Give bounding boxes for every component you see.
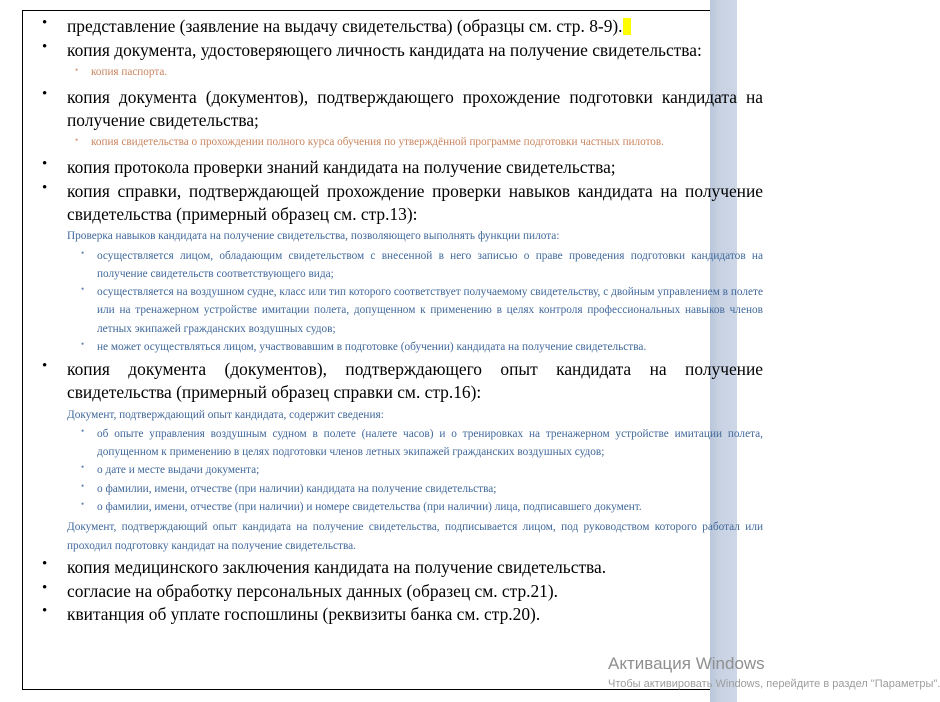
sub-bullet-text: осуществляется на воздушном судне, класс или тип которого соответствует получаемому свидетельству, с двойным управлением в полете или на тренажерном устройстве имитации полета, допущенном к применению в целях контроля профессиональных навыков членов летных экипажей гражданских воздушных судов;	[97, 286, 763, 335]
sub-bullet-text: не может осуществляться лицом, участвовавшим в подготовке (обучении) кандидата на получение свидетельства.	[97, 341, 647, 353]
bullet-text: • согласие на обработку персональных данных (образец см. стр.21).	[67, 580, 559, 601]
sub-bullet-text: копия паспорта.	[91, 66, 168, 79]
sublist-training-document	[23, 134, 763, 152]
list-item-skills-check-b[interactable]	[23, 283, 763, 338]
bullet-text: • копия справки, подтверждающей прохождение проверки навыков кандидата на получение свидетельства (примерный образец см. стр.13):	[67, 180, 763, 224]
list-item-experience-document[interactable]	[23, 358, 763, 403]
list-item-experience-c[interactable]	[23, 480, 763, 498]
bullet-text: • квитанция об уплате госпошлины (реквизиты банка см. стр.20).	[67, 604, 541, 625]
list-item-passport-copy[interactable]	[23, 64, 763, 82]
bullet-text: • копия протокола проверки знаний кандидата на получение свидетельства;	[67, 157, 616, 178]
list-item-knowledge-protocol[interactable]	[23, 156, 763, 179]
bullet-text: • представление (заявление на выдачу свидетельства) (образцы см. стр. 8-9).	[67, 15, 763, 38]
slide-content	[23, 11, 763, 626]
bullet-text: • копия документа, удостоверяющего личность кандидата на получение свидетельства:	[67, 39, 702, 60]
sublist-identity-document	[23, 64, 763, 82]
watermark-title: Активация Windows	[608, 654, 765, 673]
list-item-medical-certificate[interactable]	[23, 556, 763, 579]
note-skills-check-intro: Проверка навыков кандидата на получение свидетельства, позволяющего выполнять функции пилота:	[67, 230, 560, 243]
list-item-skills-check-c[interactable]	[23, 338, 763, 356]
list-item-training-certificate-copy[interactable]	[23, 134, 763, 152]
note-experience-signature: Документ, подтверждающий опыт кандидата на получение свидетельства, подписывается лицом, под руководством которого работал или проходил подготовку кандидат на получение свидетельства.	[67, 521, 763, 552]
sub-bullet-text: копия свидетельства о прохождении полного курса обучения по утверждённой программе подготовки частных пилотов.	[91, 136, 664, 149]
sub-bullet-text: о фамилии, имени, отчестве (при наличии) и номере свидетельства (при наличии) лица, подписавшего документ.	[97, 501, 642, 514]
list-item-state-duty-receipt[interactable]	[23, 603, 763, 626]
requirements-list	[23, 15, 763, 61]
requirements-list-continued-2	[23, 156, 763, 225]
sub-bullet-text: о дате и месте выдачи документа;	[97, 464, 260, 477]
list-item-representation[interactable]	[23, 15, 763, 38]
list-item-personal-data-consent[interactable]	[23, 580, 763, 603]
list-item-experience-b[interactable]	[23, 461, 763, 479]
bullet-text: • копия документа (документов), подтверждающего опыт кандидата на получение свидетельства (примерный образец справки см. стр.16):	[67, 359, 763, 402]
list-item-training-document[interactable]	[23, 86, 763, 131]
list-item-identity-document[interactable]	[23, 39, 763, 62]
requirements-list-continued-3	[23, 358, 763, 403]
list-item-skills-check[interactable]	[23, 180, 763, 225]
requirements-list-continued-4	[23, 556, 763, 626]
requirements-list-continued-1	[23, 86, 763, 131]
sub-bullet-text: осуществляется лицом, обладающим свидетельством с внесенной в него записью о праве проведения подготовки кандидатов на получение свидетельств соответствующего вида;	[97, 249, 763, 280]
bullet-text: • копия документа (документов), подтверждающего прохождение подготовки кандидата на получение свидетельства;	[67, 87, 763, 130]
sublist-experience-document	[23, 425, 763, 516]
sublist-skills-check	[23, 247, 763, 357]
bullet-text: • копия медицинского заключения кандидата на получение свидетельства.	[67, 556, 607, 577]
note-experience-intro: Документ, подтверждающий опыт кандидата, содержит сведения:	[67, 408, 384, 421]
slide-text-frame[interactable]	[22, 10, 763, 690]
sub-bullet-text: о фамилии, имени, отчестве (при наличии) кандидата на получение свидетельства;	[97, 482, 497, 495]
list-item-skills-check-a[interactable]	[23, 247, 763, 284]
sub-bullet-text: об опыте управления воздушным судном в полете (налете часов) и о тренировках на тренажерном устройстве имитации полета, допущенном к применению в целях подготовки членов летных экипажей гражданских воздушных судов;	[97, 427, 763, 459]
list-item-experience-a[interactable]	[23, 425, 763, 462]
text-caret-highlight	[623, 18, 631, 35]
list-item-experience-d[interactable]	[23, 498, 763, 516]
watermark-subtitle: Чтобы активировать Windows, перейдите в раздел "Параметры".	[608, 678, 940, 690]
